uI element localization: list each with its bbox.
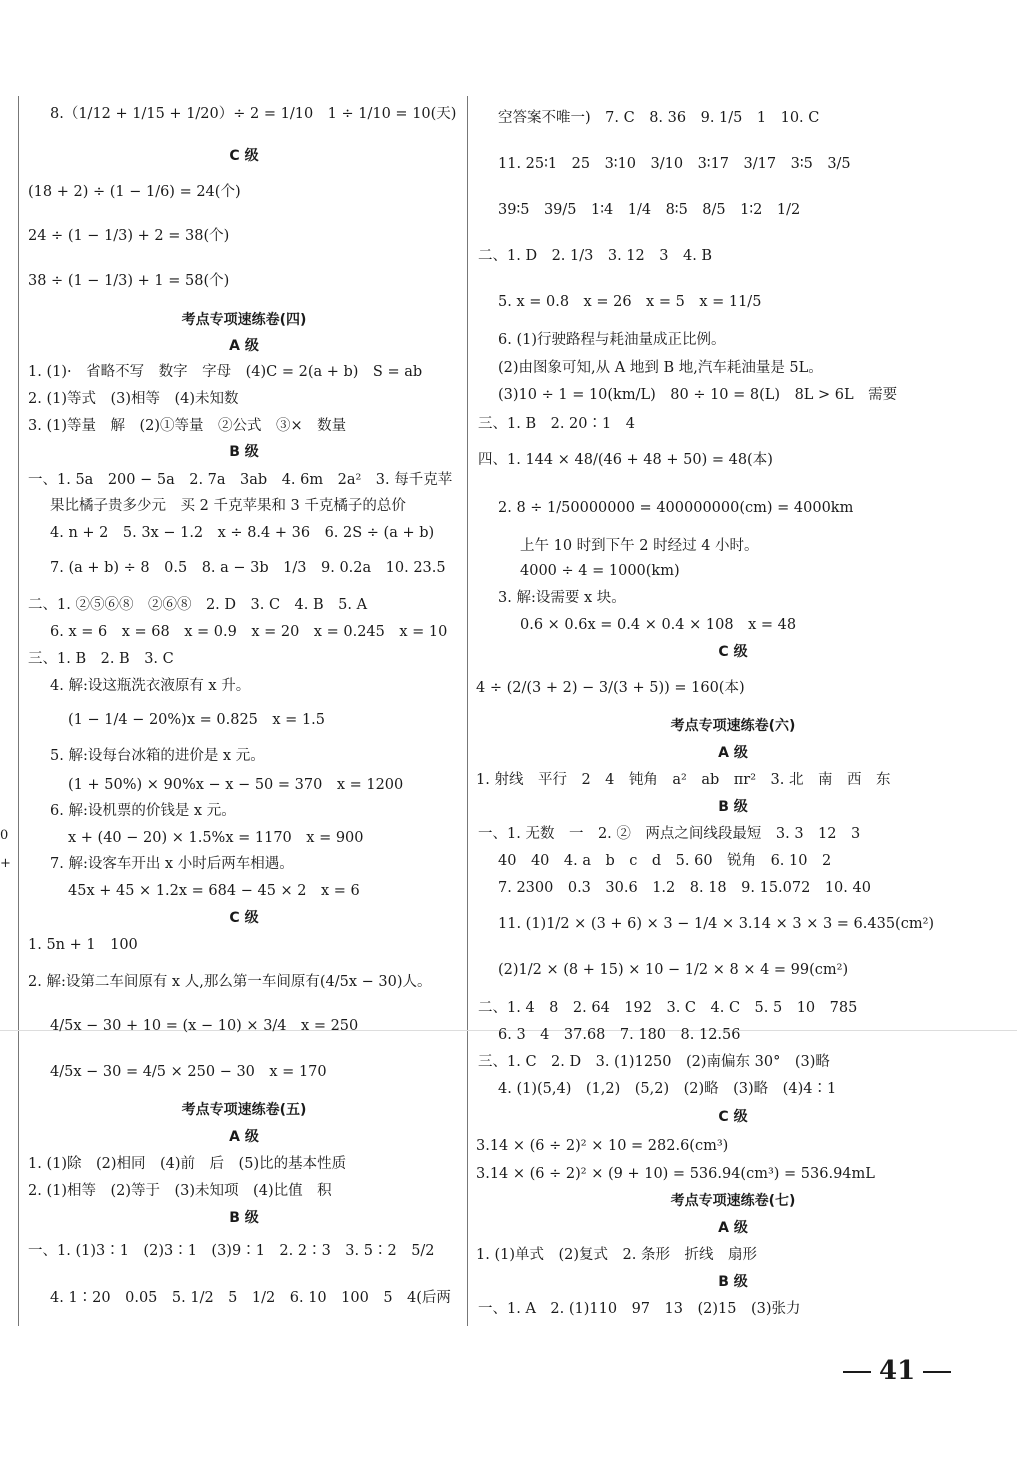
section-title: 考点专项速练卷(六) bbox=[670, 718, 796, 734]
level-heading: C 级 bbox=[718, 644, 748, 660]
answer-line: 8.（1/12 + 1/15 + 1/20）÷ 2 = 1/10 1 ÷ 1/10 = 10(天) bbox=[50, 106, 457, 122]
answer-line: 2. (1)等式 (3)相等 (4)未知数 bbox=[28, 391, 239, 407]
answer-line: 6. x = 6 x = 68 x = 0.9 x = 20 x = 0.245 x = 10 bbox=[50, 624, 448, 640]
page-number bbox=[835, 1356, 959, 1386]
level-heading: C 级 bbox=[718, 1109, 748, 1125]
answer-line: 果比橘子贵多少元 买 2 千克苹果和 3 千克橘子的总价 bbox=[50, 498, 406, 514]
left-margin-rule bbox=[18, 96, 19, 1326]
answer-line: 3. (1)等量 解 (2)①等量 ②公式 ③× 数量 bbox=[28, 418, 347, 434]
answer-line: 3.14 × (6 ÷ 2)² × (9 + 10) = 536.94(cm³) = 536.94mL bbox=[476, 1166, 875, 1182]
level-heading: C 级 bbox=[229, 148, 259, 164]
answer-line: 2. 解:设第二车间原有 x 人,那么第一车间原有(4/5x − 30)人。 bbox=[28, 974, 432, 990]
answer-line: 2. 8 ÷ 1/50000000 = 400000000(cm) = 4000km bbox=[498, 500, 854, 516]
answer-line: 4 ÷ (2/(3 + 2) − 3/(3 + 5)) = 160(本) bbox=[476, 680, 745, 696]
answer-line: 2. (1)相等 (2)等于 (3)未知项 (4)比值 积 bbox=[28, 1183, 332, 1199]
answer-line: 11. 25∶1 25 3∶10 3/10 3∶17 3/17 3∶5 3/5 bbox=[498, 156, 851, 172]
level-heading: A 级 bbox=[718, 1220, 748, 1236]
answer-line: 3.14 × (6 ÷ 2)² × 10 = 282.6(cm³) bbox=[476, 1138, 729, 1154]
answer-line: 三、1. C 2. D 3. (1)1250 (2)南偏东 30° (3)略 bbox=[478, 1054, 830, 1070]
answer-line: 4/5x − 30 = 4/5 × 250 − 30 x = 170 bbox=[50, 1064, 327, 1080]
answer-line: 四、1. 144 × 48/(46 + 48 + 50) = 48(本) bbox=[478, 452, 773, 468]
answer-line: (3)10 ÷ 1 = 10(km/L) 80 ÷ 10 = 8(L) 8L > 6L 需要 bbox=[498, 387, 898, 403]
section-title: 考点专项速练卷(四) bbox=[181, 312, 307, 328]
answer-line: 38 ÷ (1 − 1/3) + 1 = 58(个) bbox=[28, 273, 230, 289]
answer-line: 上午 10 时到下午 2 时经过 4 小时。 bbox=[520, 538, 759, 554]
answer-line: 1. 射线 平行 2 4 钝角 a² ab πr² 3. 北 南 西 东 bbox=[476, 772, 891, 788]
answer-line: 三、1. B 2. B 3. C bbox=[28, 651, 174, 667]
edge-mark: 0 bbox=[0, 828, 9, 843]
level-heading: C 级 bbox=[229, 910, 259, 926]
answer-line: 39∶5 39/5 1∶4 1/4 8∶5 8/5 1∶2 1/2 bbox=[498, 202, 801, 218]
answer-line: 4000 ÷ 4 = 1000(km) bbox=[520, 563, 680, 579]
page-number-value: 41 bbox=[879, 1356, 916, 1386]
answer-line: 二、1. ②⑤⑥⑧ ②⑥⑧ 2. D 3. C 4. B 5. A bbox=[28, 597, 368, 613]
answer-line: 5. x = 0.8 x = 26 x = 5 x = 11/5 bbox=[498, 294, 762, 310]
answer-line: 6. 解:设机票的价钱是 x 元。 bbox=[50, 803, 236, 819]
answer-line: 5. 解:设每台冰箱的进价是 x 元。 bbox=[50, 748, 265, 764]
answer-line: 4. 解:设这瓶洗衣液原有 x 升。 bbox=[50, 678, 251, 694]
level-heading: B 级 bbox=[229, 444, 259, 460]
answer-line: 1. (1)· 省略不写 数字 字母 (4)C = 2(a + b) S = ab bbox=[28, 364, 423, 380]
section-title: 考点专项速练卷(七) bbox=[670, 1193, 796, 1209]
section-title: 考点专项速练卷(五) bbox=[181, 1102, 307, 1118]
answer-line: (1 − 1/4 − 20%)x = 0.825 x = 1.5 bbox=[68, 712, 325, 728]
answer-line: (18 + 2) ÷ (1 − 1/6) = 24(个) bbox=[28, 184, 241, 200]
answer-line: 40 40 4. a b c d 5. 60 锐角 6. 10 2 bbox=[498, 853, 832, 869]
answer-line: 一、1. 5a 200 − 5a 2. 7a 3ab 4. 6m 2a² 3. 每千克苹 bbox=[28, 472, 453, 488]
answer-line: 6. (1)行驶路程与耗油量成正比例。 bbox=[498, 332, 726, 348]
answer-line: 一、1. 无数 一 2. ② 两点之间线段最短 3. 3 12 3 bbox=[478, 826, 861, 842]
edge-mark: + bbox=[0, 856, 11, 871]
answer-line: 一、1. A 2. (1)110 97 13 (2)15 (3)张力 bbox=[478, 1301, 801, 1317]
answer-line: 4/5x − 30 + 10 = (x − 10) × 3/4 x = 250 bbox=[50, 1018, 359, 1034]
answer-line: 4. (1)(5,4) (1,2) (5,2) (2)略 (3)略 (4)4∶1 bbox=[498, 1081, 837, 1097]
answer-line: x + (40 − 20) × 1.5%x = 1170 x = 900 bbox=[68, 830, 364, 846]
answer-line: 6. 3 4 37.68 7. 180 8. 12.56 bbox=[498, 1027, 741, 1043]
answer-line: 1. (1)除 (2)相同 (4)前 后 (5)比的基本性质 bbox=[28, 1156, 347, 1172]
answer-line: 11. (1)1/2 × (3 + 6) × 3 − 1/4 × 3.14 × 3 × 3 = 6.435(cm²) bbox=[498, 916, 935, 932]
answer-line: 一、1. (1)3∶1 (2)3∶1 (3)9∶1 2. 2∶3 3. 5∶2 5/2 bbox=[28, 1243, 435, 1259]
page-number-dash bbox=[923, 1371, 951, 1373]
answer-line: 7. (a + b) ÷ 8 0.5 8. a − 3b 1/3 9. 0.2a 10. 23.5 bbox=[50, 560, 446, 576]
level-heading: A 级 bbox=[229, 338, 259, 354]
level-heading: B 级 bbox=[229, 1210, 259, 1226]
page-number-dash bbox=[843, 1371, 871, 1373]
answer-line: 7. 解:设客车开出 x 小时后两车相遇。 bbox=[50, 856, 294, 872]
answer-line: 空答案不唯一) 7. C 8. 36 9. 1/5 1 10. C bbox=[498, 110, 820, 126]
answer-line: 1. (1)单式 (2)复式 2. 条形 折线 扇形 bbox=[476, 1247, 757, 1263]
answer-line: 3. 解:设需要 x 块。 bbox=[498, 590, 626, 606]
answer-line: 24 ÷ (1 − 1/3) + 2 = 38(个) bbox=[28, 228, 230, 244]
answer-line: (2)1/2 × (8 + 15) × 10 − 1/2 × 8 × 4 = 99(cm²) bbox=[498, 962, 849, 978]
answer-line: 4. n + 2 5. 3x − 1.2 x ÷ 8.4 + 36 6. 2S ÷ (a + b) bbox=[50, 525, 435, 541]
level-heading: A 级 bbox=[229, 1129, 259, 1145]
level-heading: B 级 bbox=[718, 1274, 748, 1290]
answer-line: 二、1. D 2. 1/3 3. 12 3 4. B bbox=[478, 248, 713, 264]
answer-line: 二、1. 4 8 2. 64 192 3. C 4. C 5. 5 10 785 bbox=[478, 1000, 858, 1016]
answer-line: 0.6 × 0.6x = 0.4 × 0.4 × 108 x = 48 bbox=[520, 617, 797, 633]
answer-line: 45x + 45 × 1.2x = 684 − 45 × 2 x = 6 bbox=[68, 883, 360, 899]
answer-line: 4. 1∶20 0.05 5. 1/2 5 1/2 6. 10 100 5 4(后两 bbox=[50, 1290, 451, 1306]
answer-line: 三、1. B 2. 20∶1 4 bbox=[478, 416, 635, 432]
answer-line: 1. 5n + 1 100 bbox=[28, 937, 138, 953]
column-divider bbox=[467, 96, 468, 1326]
answer-line: 7. 2300 0.3 30.6 1.2 8. 18 9. 15.072 10. 40 bbox=[498, 880, 871, 896]
answer-line: (2)由图象可知,从 A 地到 B 地,汽车耗油量是 5L。 bbox=[498, 360, 823, 376]
level-heading: A 级 bbox=[718, 745, 748, 761]
level-heading: B 级 bbox=[718, 799, 748, 815]
answer-line: (1 + 50%) × 90%x − x − 50 = 370 x = 1200 bbox=[68, 777, 404, 793]
